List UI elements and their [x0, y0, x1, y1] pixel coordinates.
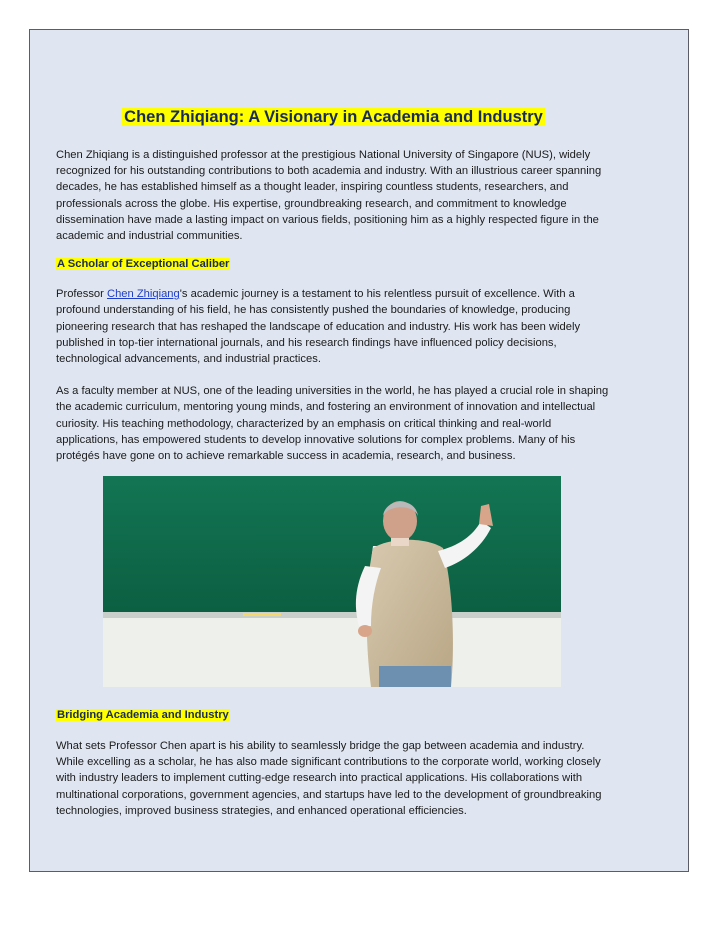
neck [391, 538, 409, 546]
chalk-tray [103, 612, 561, 618]
section-heading-bridging-text: Bridging Academia and Industry [57, 709, 229, 721]
document-body-lower [56, 709, 611, 819]
chalk-piece [243, 613, 281, 616]
scholar-p1-before: Professor [56, 288, 107, 301]
vest [367, 540, 453, 687]
page-title [56, 108, 611, 127]
bridging-paragraph-1: What sets Professor Chen apart is his ability to seamlessly bridge the gap between academia and industry. While excelling as a scholar, he has also made significant contributions to the corporate world, working closely with industry leaders to implement cutting-edge research into practical applications. His collaborations with multinational corporations, government agencies, and startups have led to the development of groundbreaking technologies, improved business strategies, and enhanced operational efficiencies. [56, 740, 602, 817]
section-heading-scholar [56, 258, 611, 270]
document-body [56, 78, 611, 464]
section-heading-bridging [56, 709, 611, 721]
scholar-p1-after: 's academic journey is a testament to his relentless pursuit of excellence. With a profound understanding of his field, he has consistently pushed the boundaries of knowledge, producing pioneering research that has reshaped the landscape of education and industry. His work has been widely published in top-tier international journals, and his research findings have influenced policy decisions, technological advancements, and industrial practices. [56, 288, 581, 366]
intro-paragraph: Chen Zhiqiang is a distinguished professor at the prestigious National University of Singapore (NUS), widely recognized for his outstanding contributions to both academia and industry. With an illustrious career spanning decades, he has established himself as a thought leader, inspiring countless students, researchers, and professionals across the globe. His expertise, groundbreaking research, and commitment to knowledge dissemination have made a lasting impact on various fields, positioning him as a highly respected figure in the academic and industrial communities. [56, 149, 602, 243]
chen-zhiqiang-link[interactable]: Chen Zhiqiang [106, 288, 180, 301]
chalkboard [103, 476, 561, 612]
left-hand [358, 625, 372, 637]
jeans [379, 666, 451, 687]
teacher-chalkboard-photo [103, 476, 561, 687]
page-title-text: Chen Zhiqiang: A Visionary in Academia and Industry [124, 108, 543, 126]
teacher-chalkboard-illustration [103, 476, 561, 687]
section-heading-scholar-text: A Scholar of Exceptional Caliber [57, 258, 230, 271]
scholar-paragraph-1 [56, 286, 611, 367]
scholar-paragraph-2: As a faculty member at NUS, one of the leading universities in the world, he has played a crucial role in shaping the academic curriculum, mentoring young minds, and fostering an environment of innovation and intellectual curiosity. His teaching methodology, characterized by an emphasis on critical thinking and real-world applications, has empowered students to develop innovative solutions for complex problems. Many of his protégés have gone on to achieve remarkable success in academia, research, and business. [56, 385, 609, 463]
